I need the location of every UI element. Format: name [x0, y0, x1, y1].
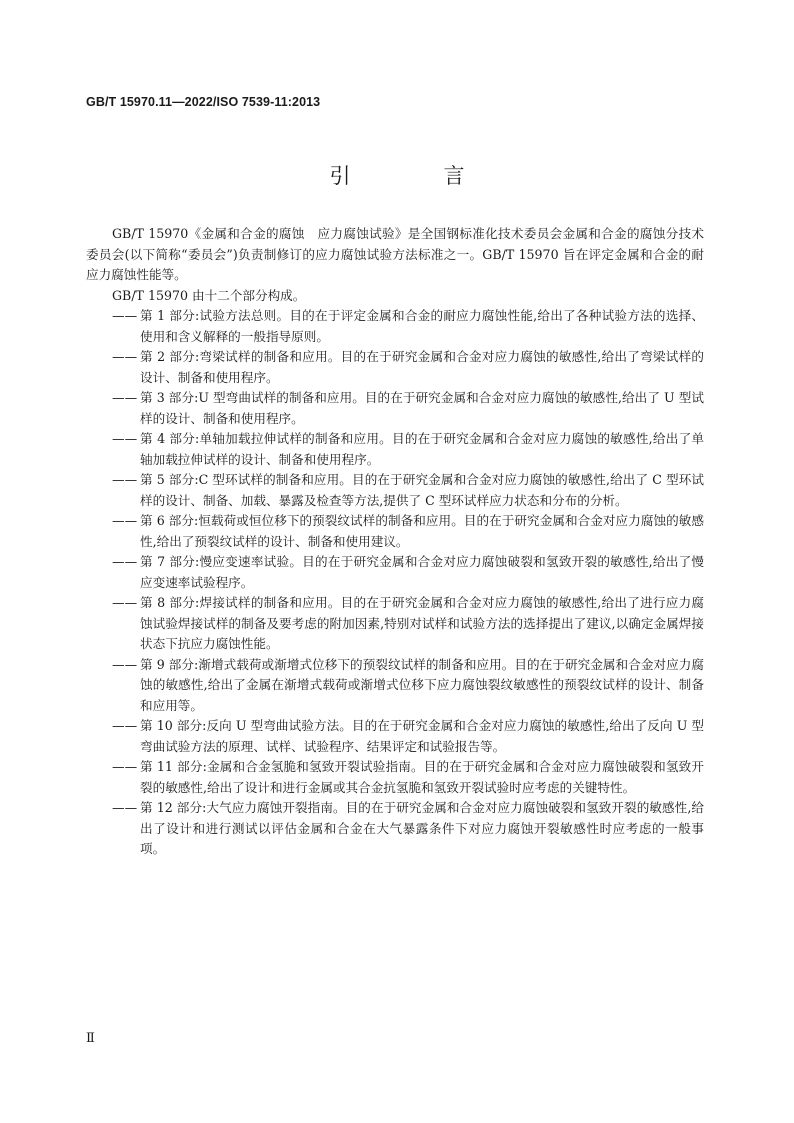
- list-dash: ——: [112, 390, 138, 405]
- list-item: [86, 593, 704, 655]
- part-text: 第 7 部分:慢应变速率试验。目的在于研究金属和合金对应力腐蚀破裂和氢致开裂的敏感性,给出了慢应变速率试验程序。: [140, 554, 704, 590]
- list-dash: ——: [112, 718, 138, 733]
- list-dash: ——: [112, 308, 138, 323]
- part-text: 第 12 部分:大气应力腐蚀开裂指南。目的在于研究金属和合金对应力腐蚀破裂和氢致开裂的敏感性,给出了设计和进行测试以评估金属和合金在大气暴露条件下对应力腐蚀开裂敏感性时应考虑的一般事项。: [140, 800, 704, 856]
- list-item: [86, 429, 704, 470]
- intro-paragraph: GB/T 15970 由十二个部分构成。: [112, 287, 306, 303]
- part-text: 第 3 部分:U 型弯曲试样的制备和应用。目的在于研究金属和合金对应力腐蚀的敏感性,给出了 U 型试样的设计、制备和使用程序。: [140, 390, 704, 426]
- list-item: [86, 716, 704, 757]
- list-dash: ——: [112, 759, 138, 774]
- part-text: 第 6 部分:恒载荷或恒位移下的预裂纹试样的制备和应用。目的在于研究金属和合金对应力腐蚀的敏感性,给出了预裂纹试样的设计、制备和使用建议。: [140, 513, 704, 549]
- list-dash: ——: [112, 800, 138, 815]
- list-item: [86, 655, 704, 717]
- list-item: [86, 347, 704, 388]
- list-dash: ——: [112, 349, 138, 364]
- list-item: [86, 388, 704, 429]
- part-text: 第 1 部分:试验方法总则。目的在于评定金属和合金的耐应力腐蚀性能,给出了各种试验方法的选择、使用和含义解释的一般指导原则。: [140, 308, 704, 344]
- intro-paragraph: GB/T 15970《金属和合金的腐蚀 应力腐蚀试验》是全国钢标准化技术委员会金属和合金的腐蚀分技术委员会(以下简称“委员会”)负责制修订的应力腐蚀试验方法标准之一。GB/T 15970 旨在评定金属和合金的耐应力腐蚀性能等。: [86, 226, 704, 282]
- page-title: 引 言: [329, 164, 501, 188]
- list-dash: ——: [112, 554, 138, 569]
- list-item: [86, 798, 704, 860]
- list-dash: ——: [112, 431, 138, 446]
- part-text: 第 11 部分:金属和合金氢脆和氢致开裂试验指南。目的在于研究金属和合金对应力腐蚀破裂和氢致开裂的敏感性,给出了设计和进行金属或其合金抗氢脆和氢致开裂试验时应考虑的关键特性。: [140, 759, 704, 795]
- part-text: 第 4 部分:单轴加载拉伸试样的制备和应用。目的在于研究金属和合金对应力腐蚀的敏感性,给出了单轴加载拉伸试样的设计、制备和使用程序。: [140, 431, 704, 467]
- part-text: 第 2 部分:弯梁试样的制备和应用。目的在于研究金属和合金对应力腐蚀的敏感性,给出了弯梁试样的设计、制备和使用程序。: [140, 349, 704, 385]
- part-text: 第 10 部分:反向 U 型弯曲试验方法。目的在于研究金属和合金对应力腐蚀的敏感性,给出了反向 U 型弯曲试验方法的原理、试样、试验程序、结果评定和试验报告等。: [140, 718, 704, 754]
- list-dash: ——: [112, 656, 138, 672]
- list-dash: ——: [112, 472, 138, 487]
- part-text: 第 9 部分:渐增式载荷或渐增式位移下的预裂纹试样的制备和应用。目的在于研究金属和合金对应力腐蚀的敏感性,给出了金属在渐增式载荷或渐增式位移下应力腐蚀裂纹敏感性的预裂纹试样的设计、制备和应用等。: [140, 656, 704, 713]
- list-dash: ——: [112, 513, 138, 528]
- list-item: [86, 306, 704, 347]
- part-text: 第 8 部分:焊接试样的制备和应用。目的在于研究金属和合金对应力腐蚀的敏感性,给出了进行应力腐蚀试验焊接试样的制备及要考虑的附加因素,特别对试样和试验方法的选择提出了建议,以确定金属焊接状态下抗应力腐蚀性能。: [140, 595, 704, 651]
- part-text: 第 5 部分:C 型环试样的制备和应用。目的在于研究金属和合金对应力腐蚀的敏感性,给出了 C 型环试样的设计、制备、加载、暴露及检查等方法,提供了 C 型环试样应力状态和分布的分析。: [140, 472, 704, 508]
- list-item: [86, 511, 704, 552]
- page-number: Ⅱ: [86, 1031, 95, 1046]
- list-item: [86, 470, 704, 511]
- list-item: [86, 757, 704, 798]
- list-item: [86, 552, 704, 593]
- document-body: [86, 224, 704, 860]
- list-dash: ——: [112, 595, 138, 610]
- parts-list: [86, 306, 704, 860]
- standard-code: GB/T 15970.11—2022/ISO 7539-11:2013: [86, 95, 321, 109]
